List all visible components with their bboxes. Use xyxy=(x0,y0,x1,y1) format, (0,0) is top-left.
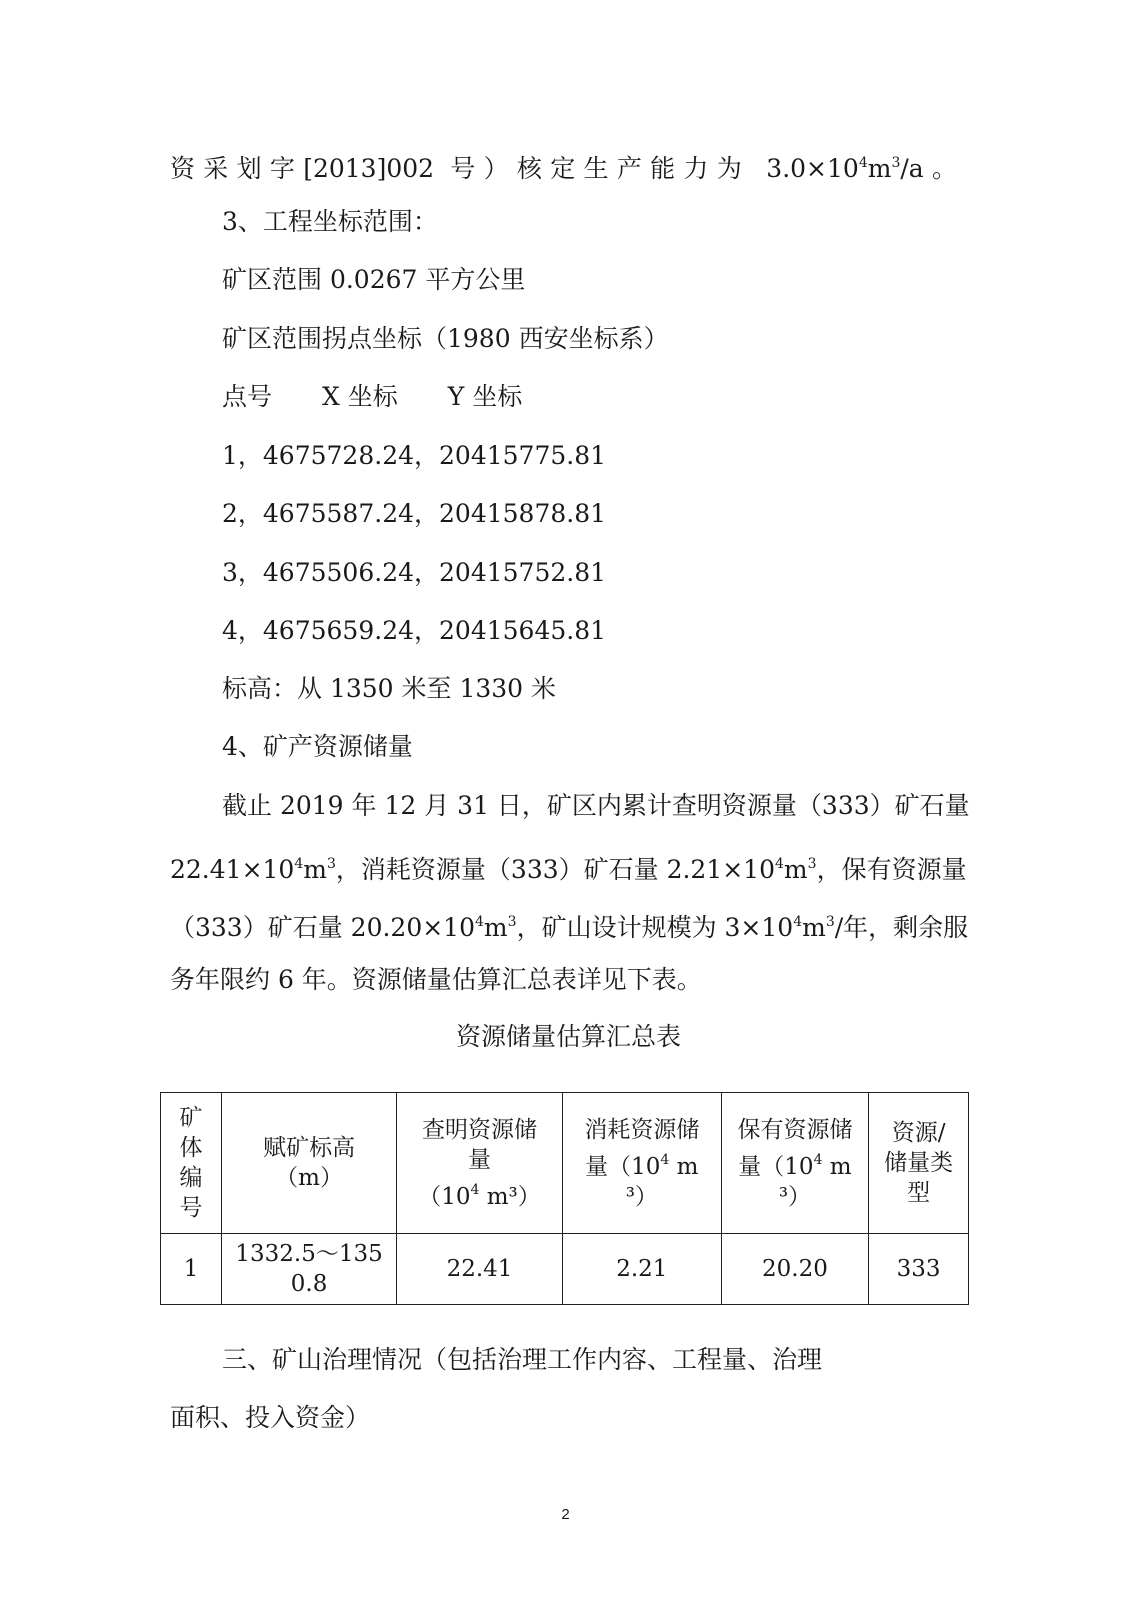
elevation-line: 标高：从 1350 米至 1330 米 xyxy=(222,674,557,703)
header-cell-retained-reserve: 保有资源储量（$10^4$ m ³） xyxy=(721,1093,869,1234)
paragraph-line: 务年限约 6 年。资源储量估算汇总表详见下表。 xyxy=(170,965,702,994)
paragraph-line: 截止 2019 年 12 月 31 日，矿区内累计查明资源量（333）矿石量 xyxy=(222,791,970,820)
text-line: 矿区范围 0.0267 平方公里 xyxy=(222,265,526,294)
table-header-row xyxy=(161,1093,969,1234)
table-caption: 资源储量估算汇总表 xyxy=(455,1022,681,1051)
section-heading-continued: 面积、投入资金） xyxy=(170,1403,371,1432)
cell-retained: 20.20 xyxy=(721,1234,869,1305)
paragraph-line: 资采划字[2013]002 号）核定生产能力为 $3.0\times 10^4m^3/a$。 xyxy=(170,154,958,183)
coordinate-header: 点号 X 坐标 Y 坐标 xyxy=(222,382,523,411)
header-cell-found-reserve: 查明资源储量 （$10^4$ m³） xyxy=(397,1093,563,1234)
header-cell-reserve-type: 资源/储量类型 xyxy=(869,1093,969,1234)
text-line: 矿区范围拐点坐标（1980 西安坐标系） xyxy=(222,324,669,353)
paragraph-line: （333）矿石量 $20.20\times 10^4m^3$，矿山设计规模为 $3\times 10^4m^3/$年，剩余服 xyxy=(170,913,969,942)
table-row xyxy=(161,1234,969,1305)
coordinate-line: 3，4675506.24，20415752.81 xyxy=(222,558,607,587)
coordinate-line: 1，4675728.24，20415775.81 xyxy=(222,441,607,470)
subsection-heading: 3、工程坐标范围： xyxy=(222,207,438,236)
cell-ore-body-id: 1 xyxy=(161,1234,222,1305)
subsection-heading: 4、矿产资源储量 xyxy=(222,732,413,761)
header-cell-elevation: 赋矿标高 （m） xyxy=(222,1093,397,1234)
page-number: 2 xyxy=(561,1506,570,1523)
header-cell-ore-body-id: 矿体编号 xyxy=(161,1093,222,1234)
cell-consumed: 2.21 xyxy=(562,1234,721,1305)
section-heading: 三、矿山治理情况（包括治理工作内容、工程量、治理 xyxy=(222,1345,823,1374)
coordinate-line: 4，4675659.24，20415645.81 xyxy=(222,616,607,645)
cell-found: 22.41 xyxy=(397,1234,563,1305)
cell-elevation: 1332.5～1350.8 xyxy=(222,1234,397,1305)
header-cell-consumed-reserve: 消耗资源储量（$10^4$ m³） xyxy=(562,1093,721,1234)
cell-type: 333 xyxy=(869,1234,969,1305)
coordinate-line: 2，4675587.24，20415878.81 xyxy=(222,499,607,528)
paragraph-line: $22.41\times 10^4m^3$，消耗资源量（333）矿石量 $2.21\times 10^4m^3$，保有资源量 xyxy=(170,855,967,884)
resource-summary-table xyxy=(160,1092,969,1305)
